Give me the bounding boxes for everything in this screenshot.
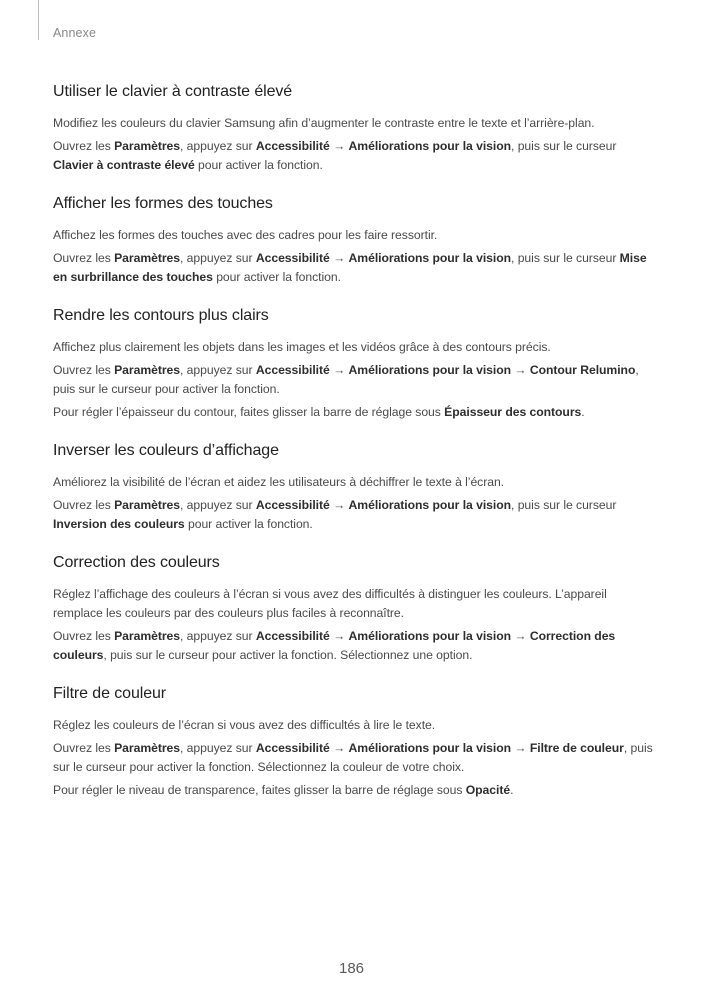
text-run: Ouvrez les: [53, 498, 115, 512]
emphasized-term: Améliorations pour la vision: [348, 741, 512, 755]
emphasized-term: Accessibilité: [255, 629, 330, 643]
paragraph: [53, 114, 653, 133]
text-run: Pour régler le niveau de transparence, faites glisser la barre de réglage sous: [53, 783, 466, 797]
margin-rule: [38, 0, 39, 40]
text-run: →: [329, 498, 349, 512]
emphasized-term: Paramètres: [114, 629, 180, 643]
section: [53, 551, 653, 665]
section-title: Correction des couleurs: [53, 554, 220, 571]
text-run: Affichez plus clairement les objets dans les images et les vidéos grâce à des contours précis.: [53, 340, 551, 354]
text-run: →: [329, 139, 349, 153]
section-title: Filtre de couleur: [53, 685, 167, 702]
paragraph: [53, 716, 653, 735]
emphasized-term: Paramètres: [114, 251, 180, 265]
section: [53, 304, 653, 422]
text-run: Ouvrez les: [53, 629, 115, 643]
paragraph: [53, 403, 653, 422]
emphasized-term: Améliorations pour la vision: [348, 139, 512, 153]
text-run: , appuyez sur: [180, 251, 256, 265]
text-run: Ouvrez les: [53, 251, 115, 265]
text-run: .: [510, 783, 514, 797]
emphasized-term: Améliorations pour la vision: [348, 251, 512, 265]
paragraph: [53, 137, 653, 175]
text-run: , puis sur le curseur pour activer la fonction.: [53, 363, 639, 396]
paragraph: [53, 585, 653, 623]
emphasized-term: Accessibilité: [255, 498, 330, 512]
section: [53, 192, 653, 287]
emphasized-term: Paramètres: [114, 741, 180, 755]
text-run: →: [329, 741, 349, 755]
section: [53, 80, 653, 175]
text-run: Réglez l’affichage des couleurs à l’écran si vous avez des difficultés à distinguer les couleurs. L’appareil remplace les couleurs par des couleurs plus faciles à reconnaître.: [53, 587, 607, 620]
text-run: , appuyez sur: [180, 139, 256, 153]
emphasized-term: Inversion des couleurs: [53, 517, 185, 531]
section: [53, 682, 653, 800]
emphasized-term: Paramètres: [114, 498, 180, 512]
text-run: →: [329, 363, 349, 377]
text-run: , puis sur le curseur: [511, 498, 617, 512]
emphasized-term: Accessibilité: [255, 741, 330, 755]
paragraph: [53, 249, 653, 287]
text-run: , appuyez sur: [180, 741, 256, 755]
text-run: Pour régler l’épaisseur du contour, faites glisser la barre de réglage sous: [53, 405, 445, 419]
paragraph: [53, 361, 653, 399]
text-run: →: [511, 629, 530, 643]
text-run: .: [581, 405, 585, 419]
emphasized-term: Améliorations pour la vision: [348, 363, 512, 377]
emphasized-term: Accessibilité: [255, 251, 330, 265]
emphasized-term: Améliorations pour la vision: [348, 629, 512, 643]
section-title: Rendre les contours plus clairs: [53, 307, 269, 324]
section-title: Afficher les formes des touches: [53, 195, 273, 212]
text-run: , puis sur le curseur: [511, 251, 620, 265]
text-run: Ouvrez les: [53, 741, 115, 755]
text-run: pour activer la fonction.: [184, 517, 313, 531]
emphasized-term: Contour Relumino: [529, 363, 636, 377]
paragraph: [53, 627, 653, 665]
section: [53, 439, 653, 534]
text-run: , puis sur le curseur: [511, 139, 617, 153]
page-number: 186: [338, 960, 365, 977]
emphasized-term: Mise en surbrillance des touches: [53, 251, 647, 284]
text-run: , appuyez sur: [180, 498, 256, 512]
paragraph: [53, 338, 653, 357]
text-run: , appuyez sur: [180, 629, 256, 643]
text-run: Réglez les couleurs de l’écran si vous avez des difficultés à lire le texte.: [53, 718, 436, 732]
emphasized-term: Accessibilité: [255, 139, 330, 153]
text-run: Affichez les formes des touches avec des cadres pour les faire ressortir.: [53, 228, 438, 242]
text-run: , puis sur le curseur pour activer la fonction. Sélectionnez une option.: [103, 648, 473, 662]
emphasized-term: Correction des couleurs: [53, 629, 616, 662]
emphasized-term: Paramètres: [114, 139, 180, 153]
emphasized-term: Épaisseur des contours: [444, 405, 582, 419]
emphasized-term: Clavier à contraste élevé: [53, 158, 195, 172]
emphasized-term: Améliorations pour la vision: [348, 498, 512, 512]
text-run: , appuyez sur: [180, 363, 256, 377]
text-run: →: [511, 741, 530, 755]
paragraph: [53, 496, 653, 534]
paragraph: [53, 473, 653, 492]
emphasized-term: Paramètres: [114, 363, 180, 377]
document-body: [53, 80, 653, 804]
text-run: Modifiez les couleurs du clavier Samsung afin d’augmenter le contraste entre le texte et l’arrière-plan.: [53, 116, 595, 130]
emphasized-term: Opacité: [465, 783, 511, 797]
section-title: Utiliser le clavier à contraste élevé: [53, 83, 293, 100]
text-run: , puis sur le curseur pour activer la fonction. Sélectionnez la couleur de votre choix.: [53, 741, 653, 774]
paragraph: [53, 226, 653, 245]
running-head: Annexe: [53, 26, 96, 40]
text-run: Ouvrez les: [53, 139, 115, 153]
paragraph: [53, 781, 653, 800]
text-run: →: [329, 629, 349, 643]
paragraph: [53, 739, 653, 777]
text-run: →: [511, 363, 530, 377]
text-run: pour activer la fonction.: [212, 270, 341, 284]
text-run: pour activer la fonction.: [194, 158, 323, 172]
text-run: →: [329, 251, 349, 265]
section-title: Inverser les couleurs d’affichage: [53, 442, 279, 459]
emphasized-term: Filtre de couleur: [529, 741, 624, 755]
emphasized-term: Accessibilité: [255, 363, 330, 377]
text-run: Ouvrez les: [53, 363, 115, 377]
text-run: Améliorez la visibilité de l’écran et aidez les utilisateurs à déchiffrer le texte à l’écran.: [53, 475, 505, 489]
